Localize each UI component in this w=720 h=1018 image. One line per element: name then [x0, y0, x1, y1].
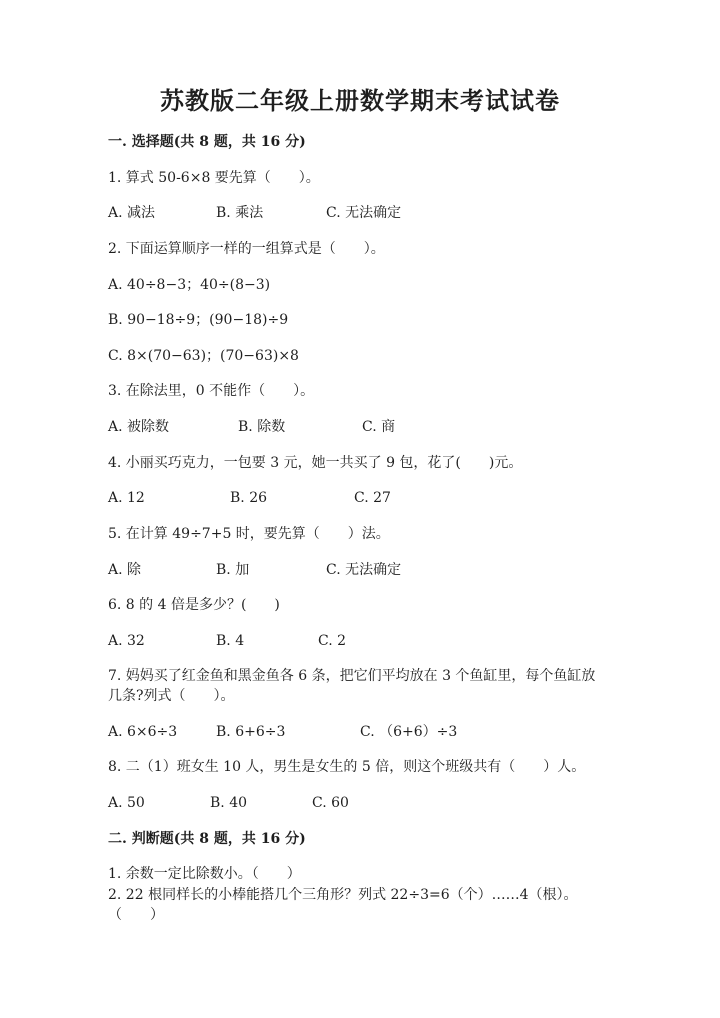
section-heading-judgement: 二. 判断题(共 8 题，共 16 分) — [108, 831, 306, 847]
option-c: C. 27 — [354, 490, 391, 506]
option-c: C. 无法确定 — [326, 562, 402, 578]
option-b: B. 乘法 — [216, 205, 264, 221]
option-c: C. 商 — [362, 419, 396, 435]
question-3: 3. 在除法里，0 不能作（ ）。 — [108, 383, 315, 399]
option-a: A. 被除数 — [108, 419, 170, 435]
option-a: A. 6×6÷3 — [108, 724, 178, 740]
question-5: 5. 在计算 49÷7+5 时，要先算（ ）法。 — [108, 526, 390, 542]
option-b: B. 6+6÷3 — [216, 724, 286, 740]
question-2: 2. 下面运算顺序一样的一组算式是（ ）。 — [108, 241, 385, 257]
question-8: 8. 二（1）班女生 10 人，男生是女生的 5 倍，则这个班级共有（ ）人。 — [108, 759, 586, 775]
option-b: B. 加 — [216, 562, 250, 578]
question-4: 4. 小丽买巧克力，一包要 3 元，她一共买了 9 包，花了( )元。 — [108, 455, 523, 471]
section-heading-choice: 一. 选择题(共 8 题，共 16 分) — [108, 134, 306, 150]
option-c: C. 2 — [318, 633, 347, 649]
question-7: 7. 妈妈买了红金鱼和黑金鱼各 6 条，把它们平均放在 3 个鱼缸里，每个鱼缸放 — [108, 668, 596, 684]
judgement-2: 2. 22 根同样长的小棒能搭几个三角形？列式 22÷3=6（个）……4（根）。 — [108, 887, 578, 903]
judgement-1: 1. 余数一定比除数小。（ ） — [108, 866, 301, 882]
option-a: A. 除 — [108, 562, 142, 578]
option-b: B. 除数 — [238, 419, 286, 435]
option-a: A. 减法 — [108, 205, 156, 221]
question-6: 6. 8 的 4 倍是多少？( ) — [108, 597, 280, 613]
option-b: B. 26 — [230, 490, 268, 506]
option-a: A. 32 — [108, 633, 145, 649]
judgement-2-continued: （ ） — [108, 907, 164, 923]
option-c: C. （6+6）÷3 — [360, 724, 458, 740]
option-b: B. 40 — [210, 795, 248, 811]
question-1: 1. 算式 50-6×8 要先算（ ）。 — [108, 170, 320, 186]
option-a: A. 12 — [108, 490, 145, 506]
question-7-continued: 几条?列式（ ）。 — [108, 688, 235, 704]
option-b: B. 90−18÷9；(90−18)÷9 — [108, 312, 289, 328]
option-b: B. 4 — [216, 633, 245, 649]
option-a: A. 50 — [108, 795, 145, 811]
option-c: C. 8×(70−63)；(70−63)×8 — [108, 348, 299, 364]
option-a: A. 40÷8−3；40÷(8−3) — [108, 277, 271, 293]
option-c: C. 无法确定 — [326, 205, 402, 221]
option-c: C. 60 — [312, 795, 349, 811]
page-title: 苏教版二年级上册数学期末考试试卷 — [160, 86, 560, 115]
